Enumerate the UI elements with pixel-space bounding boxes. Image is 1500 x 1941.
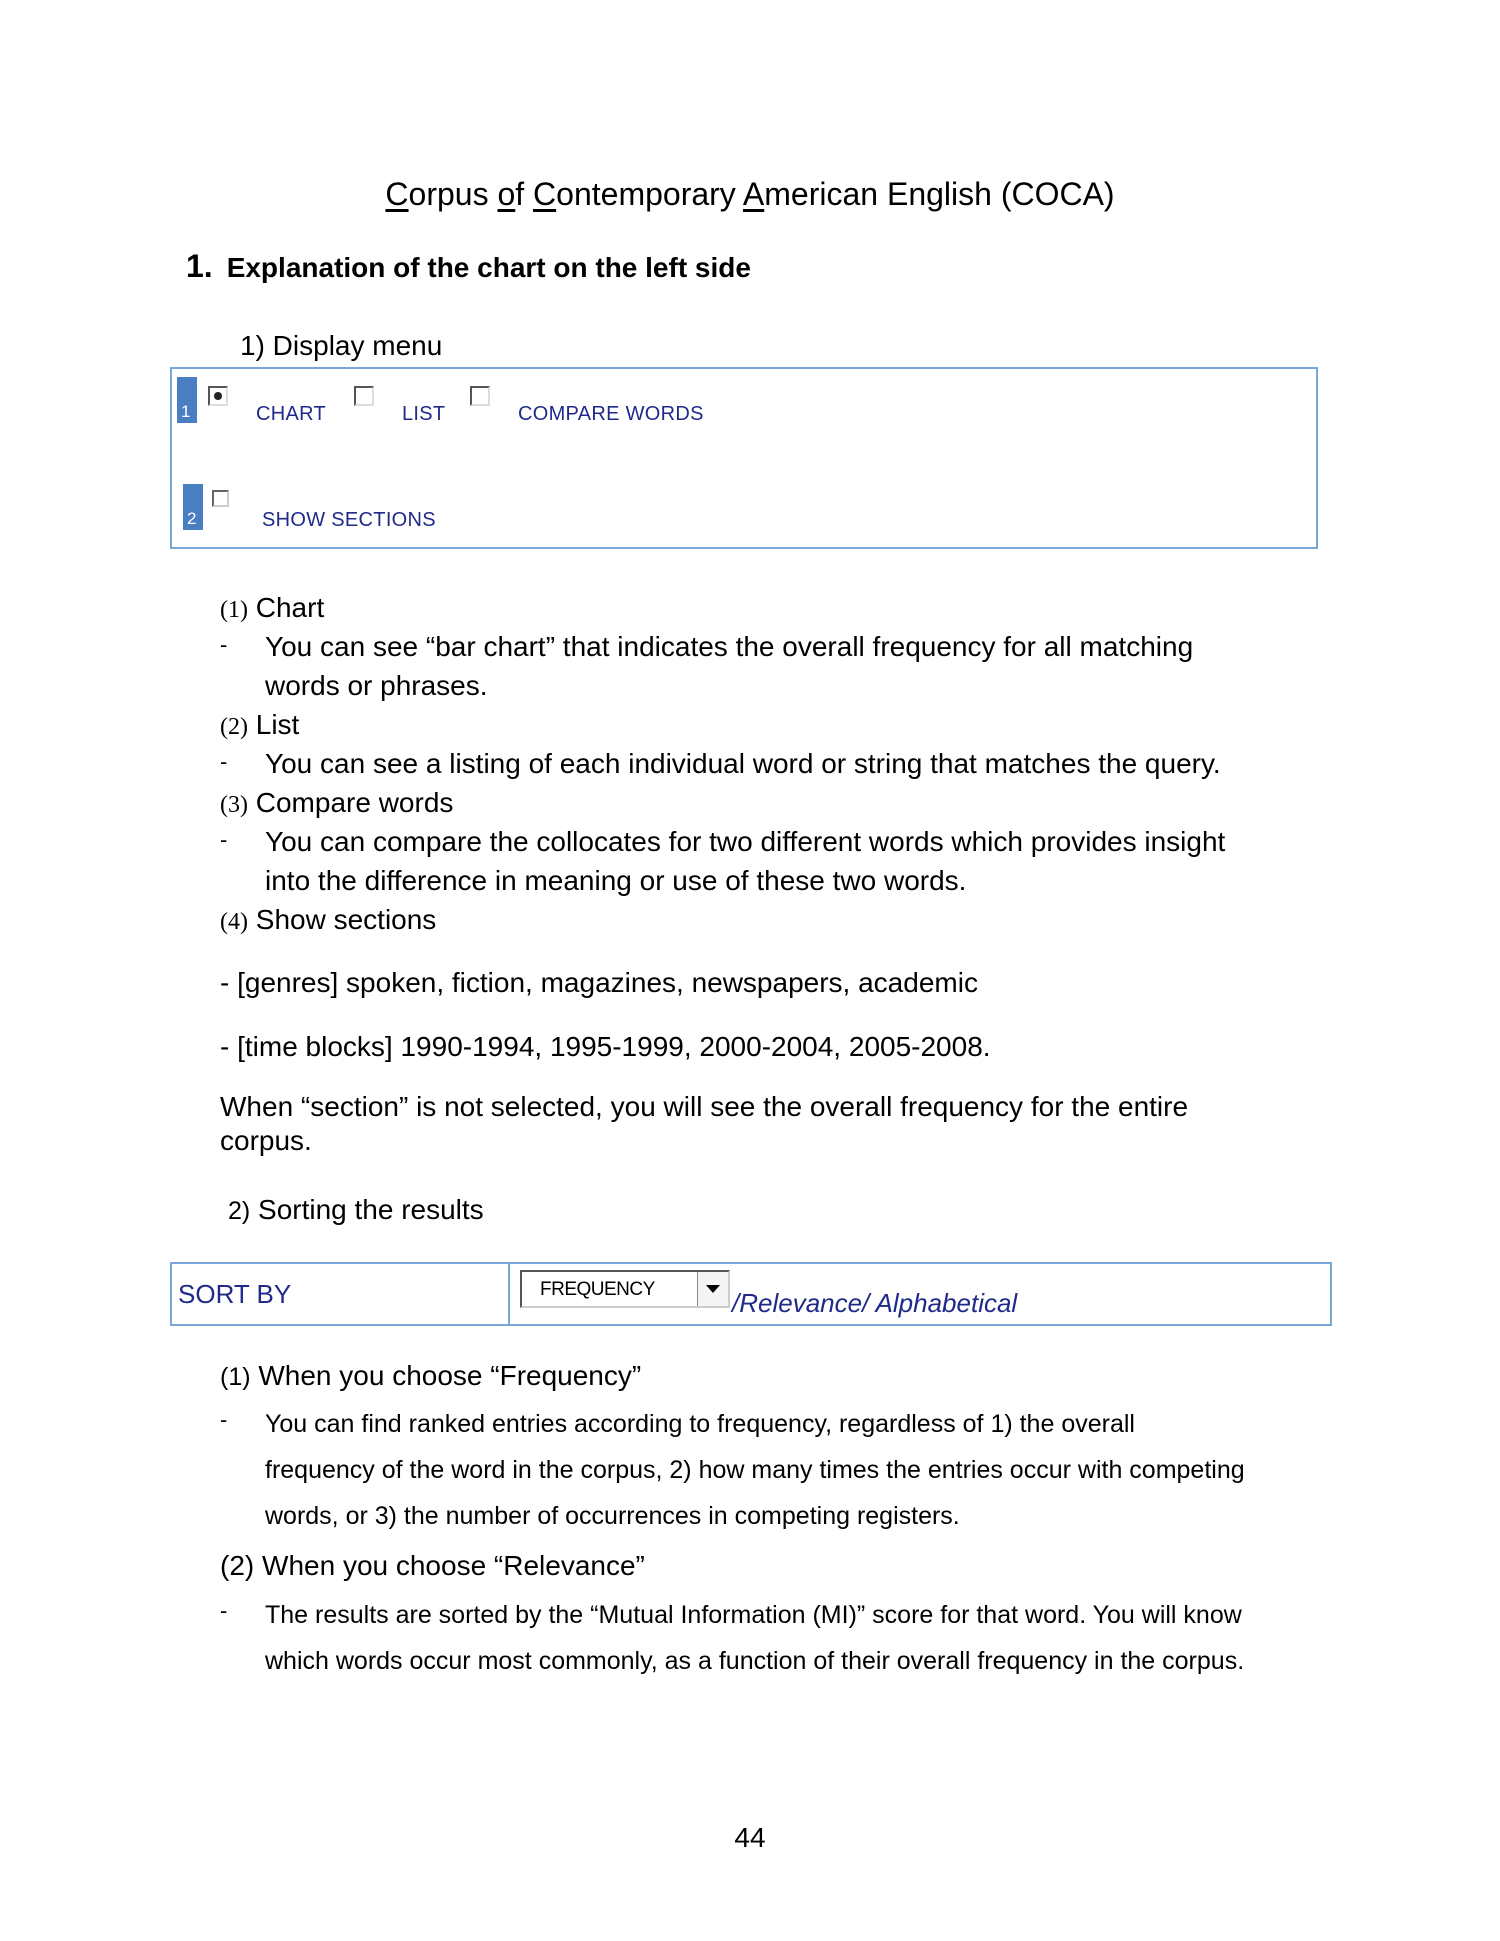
item-label: When you choose “Relevance” bbox=[262, 1550, 645, 1581]
item-description: You can compare the collocates for two different words which provides insight bbox=[265, 826, 1226, 857]
item-number: (1) bbox=[220, 597, 248, 623]
item-description: into the difference in meaning or use of these two words. bbox=[265, 865, 967, 896]
list-radio[interactable] bbox=[354, 386, 374, 406]
item-number: (3) bbox=[220, 792, 248, 818]
item-label: Compare words bbox=[255, 787, 454, 818]
sort-item-1 bbox=[220, 1356, 641, 1397]
genres-line: - [genres] spoken, fiction, magazines, newspapers, academic bbox=[220, 967, 978, 998]
bullet-dash: - bbox=[220, 749, 228, 774]
item-number: (1) bbox=[220, 1363, 251, 1391]
item-number: (4) bbox=[220, 909, 248, 935]
chart-radio[interactable] bbox=[208, 386, 228, 406]
sort-by-label: SORT BY bbox=[178, 1279, 292, 1309]
radio-selected-dot bbox=[214, 392, 222, 400]
section-note-line-1: When “section” is not selected, you will see the overall frequency for the entire bbox=[220, 1091, 1189, 1122]
section-heading-text: Explanation of the chart on the left side bbox=[226, 252, 751, 283]
item-description: The results are sorted by the “Mutual Information (MI)” score for that word. You will know bbox=[265, 1601, 1242, 1629]
item-description: You can see a listing of each individual word or string that matches the query. bbox=[265, 748, 1221, 779]
show-sections-checkbox[interactable] bbox=[212, 490, 229, 507]
section-note-line-2: corpus. bbox=[220, 1125, 312, 1156]
dropdown-button[interactable] bbox=[697, 1272, 728, 1306]
compare-words-option-label[interactable]: COMPARE WORDS bbox=[518, 403, 704, 425]
section-heading bbox=[186, 248, 751, 285]
display-menu-panel bbox=[170, 367, 1318, 549]
sort-by-selected-value: FREQUENCY bbox=[540, 1279, 655, 1300]
display-item-1 bbox=[220, 588, 324, 630]
chart-option-label[interactable]: CHART bbox=[256, 403, 327, 425]
item-label: When you choose “Frequency” bbox=[258, 1360, 642, 1391]
show-sections-label[interactable]: SHOW SECTIONS bbox=[262, 509, 436, 531]
row-tab-2: 2 bbox=[183, 484, 203, 530]
item-description: words, or 3) the number of occurrences in competing registers. bbox=[265, 1502, 960, 1530]
item-description: which words occur most commonly, as a function of their overall frequency in the corpus. bbox=[265, 1647, 1245, 1675]
display-item-4 bbox=[220, 900, 436, 942]
display-menu-heading: 1) Display menu bbox=[240, 330, 443, 361]
item-description: words or phrases. bbox=[265, 670, 488, 701]
item-description: You can see “bar chart” that indicates the overall frequency for all matching bbox=[265, 631, 1194, 662]
bullet-dash: - bbox=[220, 1598, 228, 1623]
display-item-3 bbox=[220, 783, 453, 825]
compare-words-radio[interactable] bbox=[470, 386, 490, 406]
sort-by-label-cell bbox=[172, 1264, 510, 1324]
chevron-down-icon bbox=[706, 1285, 720, 1293]
list-option-label[interactable]: LIST bbox=[402, 403, 446, 425]
section-number: 1. bbox=[186, 248, 213, 284]
bullet-dash: - bbox=[220, 632, 228, 657]
item-description: frequency of the word in the corpus, 2) how many times the entries occur with competing bbox=[265, 1456, 1245, 1484]
sort-alternatives: /Relevance/ Alphabetical bbox=[732, 1288, 1018, 1318]
bullet-dash: - bbox=[220, 827, 228, 852]
item-label: List bbox=[255, 709, 300, 740]
item-description: You can find ranked entries according to frequency, regardless of 1) the overall bbox=[265, 1410, 1135, 1438]
sort-by-table bbox=[170, 1262, 1332, 1326]
display-item-2 bbox=[220, 705, 299, 747]
item-label: Chart bbox=[255, 592, 325, 623]
document-title: Corpus of Contemporary American English (COCA) bbox=[385, 176, 1115, 212]
sort-by-select[interactable] bbox=[520, 1270, 730, 1308]
sorting-heading bbox=[228, 1194, 484, 1226]
time-blocks-line: - [time blocks] 1990-1994, 1995-1999, 2000-2004, 2005-2008. bbox=[220, 1031, 991, 1062]
item-number: (2) bbox=[220, 714, 248, 740]
bullet-dash: - bbox=[220, 1407, 228, 1432]
sorting-heading-number: 2) bbox=[228, 1197, 251, 1225]
sorting-heading-text: Sorting the results bbox=[250, 1194, 484, 1225]
row-tab-1: 1 bbox=[177, 377, 197, 423]
item-label: Show sections bbox=[255, 904, 437, 935]
item-number: (2) bbox=[220, 1550, 255, 1581]
sort-options-cell bbox=[510, 1264, 1330, 1324]
page-number: 44 bbox=[734, 1822, 766, 1853]
sort-item-2 bbox=[220, 1546, 645, 1585]
